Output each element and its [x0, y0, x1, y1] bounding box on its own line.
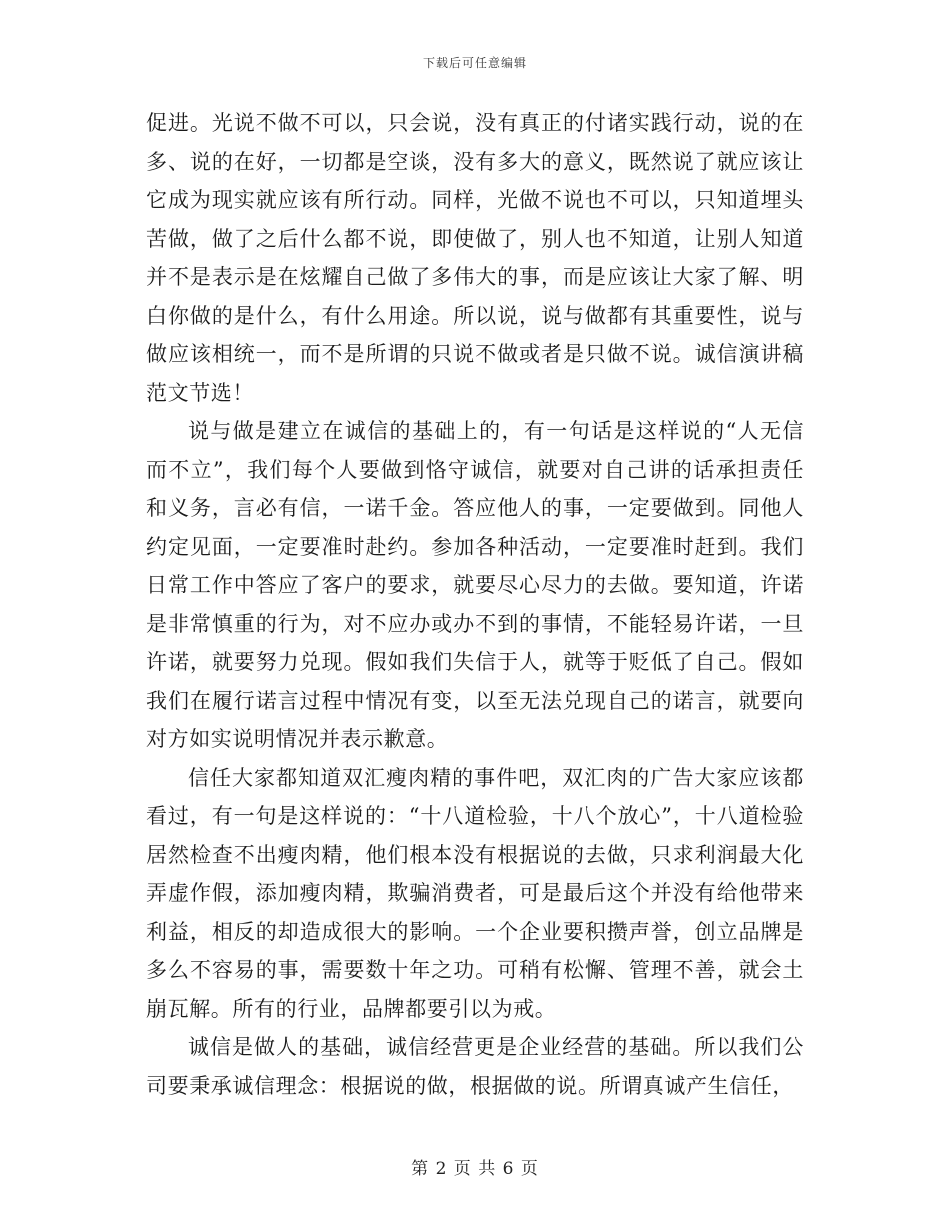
paragraph: 信任大家都知道双汇瘦肉精的事件吧，双汇肉的广告大家应该都看过，有一句是这样说的：“十八道检验，十八个放心”，十八道检验居然检查不出瘦肉精，他们根本没有根据说的去做，只求利润最大化弄虚作假，添加瘦肉精，欺骗消费者，可是最后这个并没有给他带来利益，相反的却造成很大的影响。一个企业要积攒声誉，创立品牌是多么不容易的事，需要数十年之功。可稍有松懈、管理不善，就会土崩瓦解。所有的行业，品牌都要引以为戒。 — [146, 765, 804, 1021]
document-body — [146, 104, 804, 1105]
paragraph: 说与做是建立在诚信的基础上的，有一句话是这样说的“人无信而不立”，我们每个人要做到恪守诚信，就要对自己讲的话承担责任和义务，言必有信，一诺千金。答应他人的事，一定要做到。同他人约定见面，一定要准时赴约。参加各种活动，一定要准时赶到。我们日常工作中答应了客户的要求，就要尽心尽力的去做。要知道，许诺是非常慎重的行为，对不应办或办不到的事情，不能轻易许诺，一旦许诺，就要努力兑现。假如我们失信于人，就等于贬低了自己。假如我们在履行诺言过程中情况有变，以至无法兑现自己的诺言，就要向对方如实说明情况并表示歉意。 — [146, 419, 804, 751]
paragraph: 促进。光说不做不可以，只会说，没有真正的付诸实践行动，说的在多、说的在好，一切都是空谈，没有多大的意义，既然说了就应该让它成为现实就应该有所行动。同样，光做不说也不可以，只知道埋头苦做，做了之后什么都不说，即使做了，别人也不知道，让别人知道并不是表示是在炫耀自己做了多伟大的事，而是应该让大家了解、明白你做的是什么，有什么用途。所以说，说与做都有其重要性，说与做应该相统一，而不是所谓的只说不做或者是只做不说。诚信演讲稿范文节选！ — [146, 111, 804, 405]
page-header: 下载后可任意编辑 — [422, 56, 527, 70]
paragraph: 诚信是做人的基础，诚信经营更是企业经营的基础。所以我们公司要秉承诚信理念：根据说的做，根据做的说。所谓真诚产生信任， — [146, 1035, 804, 1098]
page-number-footer: 第 2 页 共 6 页 — [411, 1159, 539, 1179]
